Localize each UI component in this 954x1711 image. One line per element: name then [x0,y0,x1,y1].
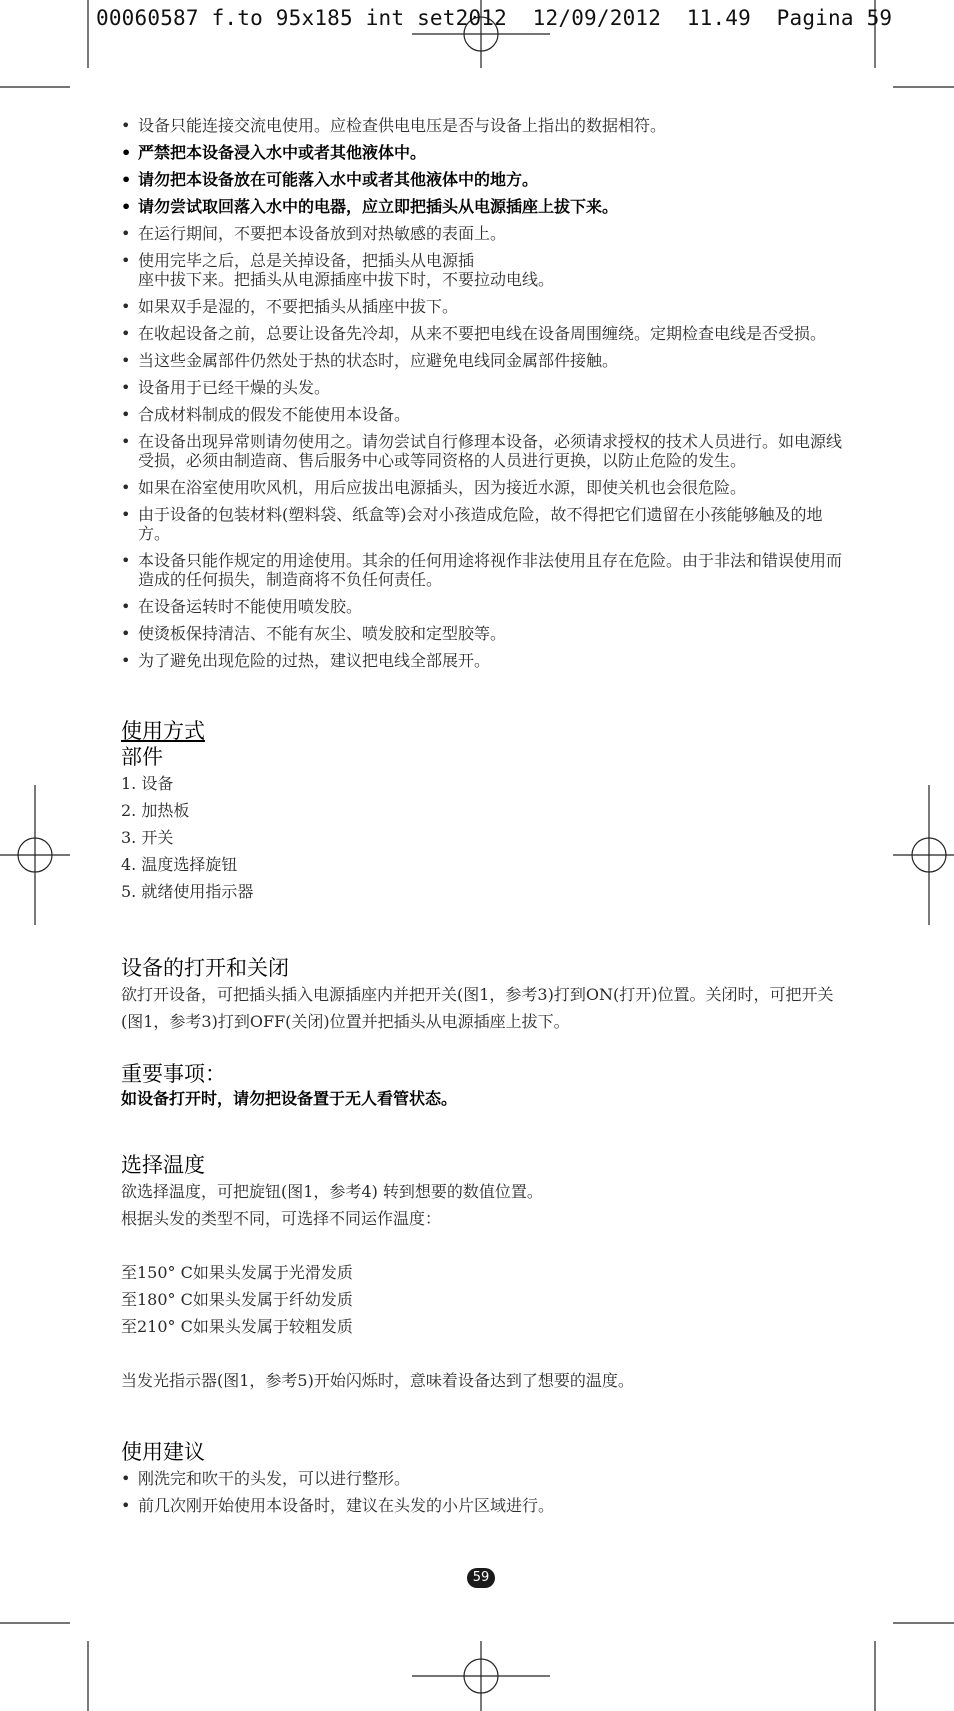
safety-list [121,116,851,670]
tips-list [121,1469,851,1515]
manual-content [121,116,851,1523]
safety-item: • 使用完毕之后，总是关掉设备，把插头从电源插 座中拔下来。把插头从电源插座中拔下时，不要拉动电线。 [121,251,851,289]
part-item: 4. 温度选择旋钮 [121,855,238,874]
part-item: 3. 开关 [121,828,174,847]
safety-item: • 在设备出现异常则请勿使用之。请勿尝试自行修理本设备，必须请求授权的技术人员进行。如电源线受损，必须由制造商、售后服务中心或等同资格的人员进行更换，以防止危险的发生。 [121,432,851,470]
print-slug: 00060587 f.to 95x185 int set2012 12/09/2012 11.49 Pagina 59 [96,6,893,30]
safety-item: • 如果双手是湿的，不要把插头从插座中拔下。 [121,297,851,316]
tip-item: • 刚洗完和吹干的头发，可以进行整形。 [121,1469,851,1488]
safety-item: • 为了避免出现危险的过热，建议把电线全部展开。 [121,651,851,670]
safety-item: • 本设备只能作规定的用途使用。其余的任何用途将视作非法使用且存在危险。由于非法和错误使用而造成的任何损失，制造商将不负任何责任。 [121,551,851,589]
safety-item: • 使烫板保持清洁、不能有灰尘、喷发胶和定型胶等。 [121,624,851,643]
on-off-text: 欲打开设备，可把插头插入电源插座内并把开关(图1，参考3)打到ON(打开)位置。关闭时，可把开关(图1，参考3)打到OFF(关闭)位置并把插头从电源插座上拔下。 [121,985,834,1031]
safety-item: • 在运行期间，不要把本设备放到对热敏感的表面上。 [121,224,851,243]
part-item: 2. 加热板 [121,801,190,820]
temperature-line1: 欲选择温度，可把旋钮(图1，参考4) 转到想要的数值位置。 [121,1182,543,1201]
tip-item: • 前几次刚开始使用本设备时，建议在头发的小片区域进行。 [121,1496,851,1515]
page-number: 59 [467,1568,495,1588]
safety-item: • 在设备运转时不能使用喷发胶。 [121,597,851,616]
temperature-option: 至150° C如果头发属于光滑发质 [121,1263,353,1282]
parts-title: 部件 [121,745,163,769]
safety-item: • 由于设备的包装材料(塑料袋、纸盒等)会对小孩造成危险，故不得把它们遗留在小孩能够触及的地方。 [121,505,851,543]
important-text: 如设备打开时，请勿把设备置于无人看管状态。 [121,1089,458,1108]
indicator-text: 当发光指示器(图1，参考5)开始闪烁时，意味着设备达到了想要的温度。 [121,1371,634,1390]
safety-item: • 如果在浴室使用吹风机，用后应拔出电源插头，因为接近水源，即使关机也会很危险。 [121,478,851,497]
temperature-option: 至180° C如果头发属于纤幼发质 [121,1290,353,1309]
tips-title: 使用建议 [121,1440,205,1464]
safety-item: • 设备用于已经干燥的头发。 [121,378,851,397]
safety-item: • 请勿尝试取回落入水中的电器，应立即把插头从电源插座上拔下来。 [121,197,851,216]
safety-item: • 当这些金属部件仍然处于热的状态时，应避免电线同金属部件接触。 [121,351,851,370]
temperature-title: 选择温度 [121,1153,205,1177]
part-item: 1. 设备 [121,774,174,793]
temperature-option: 至210° C如果头发属于较粗发质 [121,1317,353,1336]
part-item: 5. 就绪使用指示器 [121,882,254,901]
important-title: 重要事项： [121,1062,226,1086]
safety-item: • 设备只能连接交流电使用。应检查供电电压是否与设备上指出的数据相符。 [121,116,851,135]
safety-item: • 合成材料制成的假发不能使用本设备。 [121,405,851,424]
on-off-title: 设备的打开和关闭 [121,956,289,980]
temperature-line2: 根据头发的类型不同，可选择不同运作温度： [121,1209,442,1228]
safety-item: • 严禁把本设备浸入水中或者其他液体中。 [121,143,851,162]
usage-title: 使用方式 [121,719,205,743]
parts-list [121,774,851,901]
safety-item: • 在收起设备之前，总要让设备先冷却，从来不要把电线在设备周围缠绕。定期检查电线是否受损。 [121,324,851,343]
safety-item: • 请勿把本设备放在可能落入水中或者其他液体中的地方。 [121,170,851,189]
